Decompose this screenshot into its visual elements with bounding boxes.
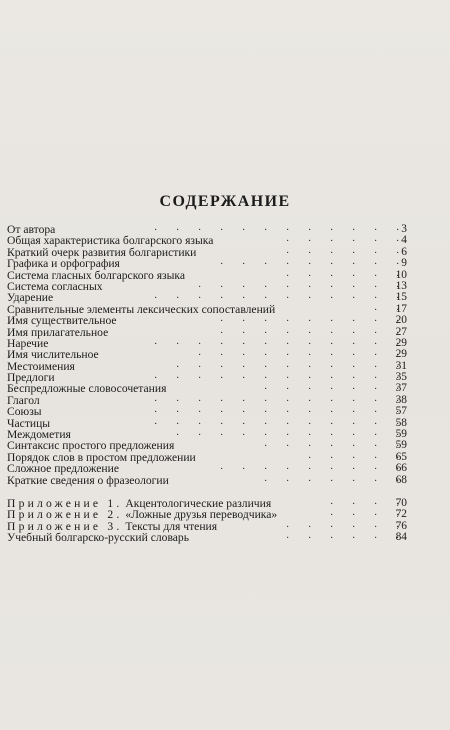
page-number: 29 — [395, 348, 407, 361]
leader-dots: . . . . . . . . . . . — [176, 357, 399, 370]
leader-dots: . . . . — [330, 506, 399, 519]
page-number: 59 — [395, 428, 407, 441]
leader-dots: . . . . . . — [286, 529, 399, 542]
appendix-label: Приложение 1. — [7, 496, 123, 510]
leader-dots: . . . . . . . . . . . . — [154, 221, 399, 233]
toc-entry-title: Система гласных болгарского языка — [7, 268, 186, 282]
leader-dots: . . . . . . . . . — [220, 323, 399, 336]
toc-entry-title: Сравнительные элементы лексических сопоставлений — [7, 302, 276, 316]
toc-entry-title: Краткие сведения о фразеологии — [7, 473, 169, 487]
toc-entry-title: Междометия — [7, 428, 71, 442]
page-number: 72 — [395, 508, 407, 521]
leader-dots: . . . . . . . . . . . . — [154, 369, 399, 382]
appendix-name: Тексты для чтения — [125, 519, 218, 533]
leader-dots: . . . . . . . . . — [220, 255, 399, 268]
appendix-label: Приложение 3. — [7, 519, 123, 533]
toc-entry-title: Сложное предложение — [7, 462, 119, 476]
leader-dots: . . . . . . . . . . . . — [154, 391, 399, 404]
toc-entry-title: Общая характеристика болгарского языка — [7, 234, 214, 248]
table-of-contents — [7, 221, 407, 545]
page-number: 58 — [395, 416, 407, 429]
toc-entry-title: Глагол — [7, 393, 40, 407]
leader-dots: . . . . . . . — [264, 471, 399, 484]
page-number: 27 — [395, 325, 407, 338]
leader-dots: . . . . . . . . . . — [198, 346, 399, 359]
toc-entry-title: Имя прилагательное — [7, 325, 109, 339]
toc-appendix-title — [7, 532, 189, 543]
toc-entry-title: Наречие — [7, 336, 49, 350]
appendix-label: Приложение 2. — [7, 508, 123, 522]
page-number: 76 — [395, 519, 407, 532]
page-number: 68 — [395, 473, 407, 486]
leader-dots: . . . . . . . . . . . . — [154, 289, 399, 302]
leader-dots: . . . . . . — [286, 517, 399, 530]
leader-dots: . . . . . . . — [264, 380, 399, 393]
toc-appendices — [7, 494, 407, 545]
page-number: 38 — [395, 393, 407, 406]
appendix-name: Учебный болгарско-русский словарь — [7, 531, 190, 545]
page-number: 65 — [395, 450, 407, 463]
leader-dots: . . . . — [330, 494, 399, 507]
toc-entry-title: Беспредложные словосочетания — [7, 382, 167, 396]
page-number: 6 — [401, 245, 407, 258]
page-number: 15 — [395, 291, 407, 304]
appendix-name: Акцентологические различия — [125, 496, 272, 510]
toc-entry-title: Порядок слов в простом предложении — [7, 450, 196, 464]
leader-dots: . . . . . . . . . . . . — [154, 403, 399, 416]
toc-entry-title: Синтаксис простого предложения — [7, 439, 175, 453]
page-number: 4 — [401, 234, 407, 247]
toc-appendix-row — [7, 529, 407, 545]
toc-entry-title: Графика и орфография — [7, 257, 120, 271]
toc-entry-title: От автора — [7, 223, 56, 236]
page-number: 10 — [395, 268, 407, 281]
toc-entry-title: Имя существительное — [7, 314, 117, 328]
toc-entry-title: Краткий очерк развития болгаристики — [7, 245, 197, 259]
leader-dots: . . . . . . . . . . . — [176, 426, 399, 439]
leader-dots: . . . . . . — [286, 243, 399, 256]
page-number: 29 — [395, 336, 407, 349]
page-number: 57 — [395, 405, 407, 418]
page-title: СОДЕРЖАНИЕ — [159, 193, 291, 210]
page-number: 20 — [395, 314, 407, 327]
toc-entry-title: Местоимения — [7, 359, 75, 373]
leader-dots: . . . . . . — [286, 266, 399, 279]
leader-dots: . . . . . . . . . — [220, 312, 399, 325]
toc-entry-title: Предлоги — [7, 371, 55, 385]
leader-dots: . . . . . . . . . . . . — [154, 334, 399, 347]
page-number: 59 — [395, 439, 407, 452]
toc-entry-title: Частицы — [7, 416, 51, 430]
page-number: 9 — [401, 257, 407, 270]
page-number: 17 — [395, 302, 407, 315]
toc-entries — [7, 221, 407, 487]
leader-dots: . . . . . — [308, 448, 399, 461]
page-number: 13 — [395, 279, 407, 292]
leader-dots: . . . . . . . . . . — [198, 277, 399, 290]
page-number: 37 — [395, 382, 407, 395]
toc-entry-title: Система согласных — [7, 279, 103, 293]
leader-dots: . . . . . . — [286, 232, 399, 245]
toc-entry-title: Имя числительное — [7, 348, 99, 362]
toc-entry-title: Ударение — [7, 291, 54, 305]
leader-dots: . . . . . . . . . — [220, 460, 399, 473]
page-number: 31 — [395, 359, 407, 372]
toc-entry-title: Союзы — [7, 405, 42, 419]
page-number: 3 — [401, 223, 407, 235]
leader-dots: . . — [374, 300, 399, 313]
toc-row — [7, 471, 407, 487]
leader-dots: . . . . . . . . . . . . — [154, 414, 399, 427]
appendix-name: «Ложные друзья переводчика» — [125, 508, 278, 522]
page-number: 70 — [395, 496, 407, 509]
page-number: 84 — [395, 531, 407, 544]
page-number: 35 — [395, 371, 407, 384]
leader-dots: . . . . . . . — [264, 437, 399, 450]
page-number: 66 — [395, 462, 407, 475]
